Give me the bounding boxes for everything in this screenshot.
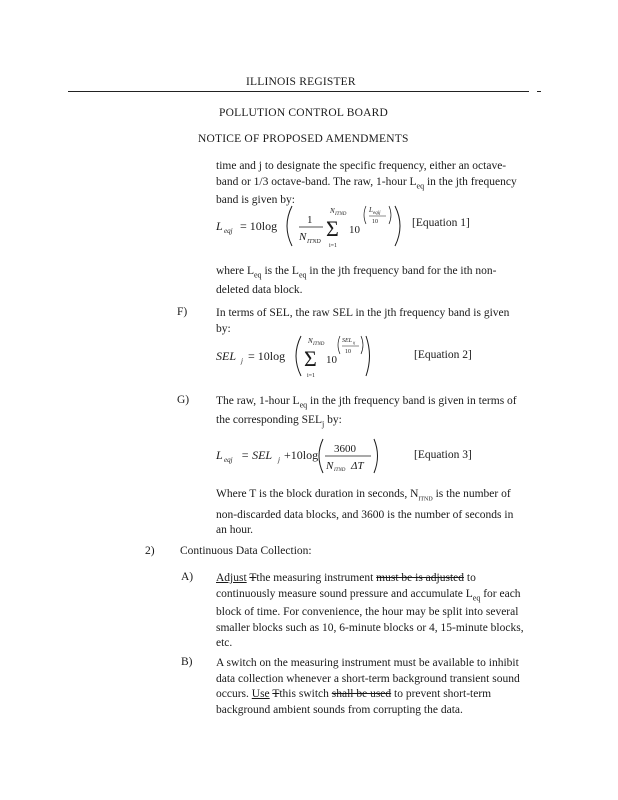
item-g-line-1-sub: eq — [299, 400, 308, 410]
header-rule-tail — [537, 91, 541, 92]
eq1-denominator: N — [299, 231, 307, 243]
item-b-line-2: data collection whenever a short-term background transient sound — [216, 672, 520, 685]
item-2-marker: 2) — [145, 545, 155, 557]
after-eq3-line-3: an hour. — [216, 524, 254, 537]
item-b-line-3-c: to prevent short-term — [391, 688, 492, 700]
after-eq1-line-2: deleted data block. — [216, 283, 303, 296]
item-a-marker: A) — [181, 571, 194, 583]
eq1-sum-top: N — [330, 207, 335, 215]
eq1-inner-paren-left — [364, 206, 366, 224]
equation-3 — [214, 436, 394, 480]
item-f-marker: F) — [177, 306, 188, 318]
item-g-line-2-b: by: — [324, 413, 342, 426]
intro-line-2-sub: eq — [416, 180, 425, 190]
after-eq1-part-c: in the jth frequency band for the ith non- — [306, 265, 497, 277]
equation-2-label: [Equation 2] — [414, 349, 472, 361]
eq1-lhs-sub: eqj — [224, 227, 233, 235]
eq2-sum-top: N — [308, 337, 313, 345]
eq2-exp-num: SEL — [342, 338, 353, 344]
item-g-line-1-a: The raw, 1-hour L — [216, 395, 300, 407]
item-a-line-2 — [216, 587, 524, 606]
notice-title: NOTICE OF PROPOSED AMENDMENTS — [198, 133, 409, 145]
equation-1 — [212, 200, 432, 252]
after-eq3-line-1-b: is the number of — [432, 488, 511, 500]
item-f-line-2: by: — [216, 322, 231, 335]
eq1-sum-bottom: i=1 — [329, 243, 338, 249]
item-a-line-1 — [216, 571, 524, 587]
eq1-exp-num-sub: eqij — [373, 211, 381, 216]
after-eq3-line-1-a: Where T is the block duration in seconds, N — [216, 488, 419, 500]
eq2-base: 10 — [326, 354, 337, 366]
item-a-inserted-adjust: Adjust — [216, 572, 247, 584]
item-b-struck-t: T — [272, 688, 280, 700]
after-eq1-line-1 — [216, 264, 497, 283]
after-eq1-sub-2: eq — [298, 270, 307, 280]
eq3-numerator: 3600 — [334, 443, 356, 455]
item-g-line-2-a: the corresponding SEL — [216, 413, 323, 426]
eq1-equals-log: = 10log — [240, 219, 278, 233]
after-eq1-part-a: where L — [216, 265, 254, 277]
eq2-equals-log: = 10log — [248, 349, 286, 363]
eq1-exp-num: L — [369, 206, 373, 214]
equation-3-label: [Equation 3] — [414, 449, 472, 461]
item-b-line-3-b: this switch — [279, 688, 332, 700]
item-a-line-1-b: the measuring instrument — [256, 572, 377, 584]
equation-1-label: [Equation 1] — [412, 217, 470, 229]
intro-line-3: band is given by: — [216, 194, 295, 207]
eq1-base: 10 — [349, 224, 360, 236]
eq2-right-paren — [366, 336, 370, 376]
after-eq1-part-b: is the L — [261, 265, 299, 277]
item-b-line-3 — [216, 687, 520, 703]
eq1-numerator: 1 — [307, 214, 313, 226]
intro-line-2-text: band or 1/3 octave-band. The raw, 1-hour L — [216, 175, 417, 188]
board-title: POLLUTION CONTROL BOARD — [219, 107, 389, 119]
eq2-exp-num-sub: ij — [353, 340, 356, 345]
equation-2 — [214, 332, 374, 384]
register-title: ILLINOIS REGISTER — [246, 76, 356, 88]
eq2-lhs: SEL — [216, 349, 237, 363]
intro-line-2 — [216, 175, 517, 194]
eq3-right-paren — [374, 439, 378, 473]
item-g-marker: G) — [177, 394, 190, 406]
after-eq1-paragraph — [216, 264, 497, 298]
eq3-equals-sel: = SEL — [241, 448, 273, 462]
item-f-line-1: In terms of SEL, the raw SEL in the jth frequency band is given — [216, 307, 510, 319]
item-g-line-1 — [216, 394, 517, 413]
item-b-inserted-use: Use — [251, 688, 270, 700]
intro-line-2-tail: in the jth frequency — [424, 175, 517, 188]
eq3-denominator-tail: ΔT — [351, 460, 364, 472]
item-g-line-1-b: in the jth frequency band is given in terms of — [307, 395, 517, 407]
eq2-exp-den: 10 — [345, 349, 351, 355]
item-a-line-2-b: measure sound pressure and accumulate L — [275, 587, 473, 600]
eq2-left-paren — [296, 336, 301, 376]
eq1-inner-paren-right — [389, 206, 391, 224]
after-eq3-line-1-sub: ITND — [418, 496, 433, 503]
item-a-line-1-c: to — [464, 572, 476, 584]
after-eq3-line-2: non-discarded data blocks, and 3600 is the number of seconds in — [216, 508, 514, 521]
after-eq3-line-1 — [216, 487, 513, 508]
header-rule — [68, 91, 529, 92]
eq3-lhs-sub: eqj — [224, 456, 233, 464]
item-a-line-4: smaller blocks such as 10, 6-minute blocks or 4, 15-minute blocks, — [216, 621, 524, 634]
item-g-line-2-sub: j — [322, 419, 325, 429]
eq1-denominator-sub: ITND — [307, 239, 321, 245]
item-b-line-4: background ambient sounds from corrupting the data. — [216, 703, 463, 716]
eq1-right-paren — [395, 206, 400, 246]
eq2-inner-paren-left — [338, 336, 340, 354]
item-b-marker: B) — [181, 656, 193, 668]
item-a-line-2-a: continuously — [216, 587, 276, 600]
eq1-lhs: L — [216, 219, 223, 233]
eq3-lhs: L — [216, 448, 223, 462]
eq1-left-paren — [287, 206, 292, 246]
item-a-line-2-sub: eq — [472, 592, 481, 602]
item-b-struck-shall: shall be used — [331, 688, 392, 700]
eq2-lhs-sub: j — [241, 357, 243, 365]
item-b-line-1: A switch on the measuring instrument must be available to inhibit — [216, 657, 519, 669]
eq2-sum-bottom: i=1 — [307, 373, 316, 379]
eq1-sum-sign: Σ — [326, 216, 339, 241]
after-eq1-sub-1: eq — [254, 270, 262, 280]
eq3-denominator: N — [326, 460, 334, 472]
eq3-plus-log: +10log — [284, 448, 319, 462]
eq1-exp-den: 10 — [372, 219, 378, 225]
intro-line-1: time and j to designate the specific frequency, either an octave- — [216, 160, 507, 172]
item-a-line-2-c: for each — [480, 587, 521, 600]
eq2-sum-top-sub: ITND — [313, 342, 325, 347]
item-a-line-3: block of time. For convenience, the hour may be split into several — [216, 606, 519, 619]
item-g-line-2 — [216, 413, 517, 432]
eq2-sum-sign: Σ — [304, 346, 317, 371]
after-eq3-paragraph — [216, 487, 513, 539]
eq1-sum-top-sub: ITND — [335, 212, 347, 217]
eq2-inner-paren-right — [361, 336, 363, 354]
eq3-left-paren — [319, 439, 323, 473]
item-b-paragraph — [216, 656, 520, 718]
item-a-struck-must: must be is adjusted — [376, 572, 464, 584]
item-a-struck-t: T — [249, 572, 257, 584]
eq3-denominator-sub: ITND — [334, 468, 346, 473]
eq3-equals-sel-sub: j — [278, 456, 280, 464]
item-a-paragraph — [216, 571, 524, 652]
item-2-title: Continuous Data Collection: — [180, 545, 312, 557]
item-b-line-3-a: occurs. — [216, 688, 252, 700]
item-g-paragraph — [216, 394, 517, 432]
item-a-line-5: etc. — [216, 637, 233, 650]
